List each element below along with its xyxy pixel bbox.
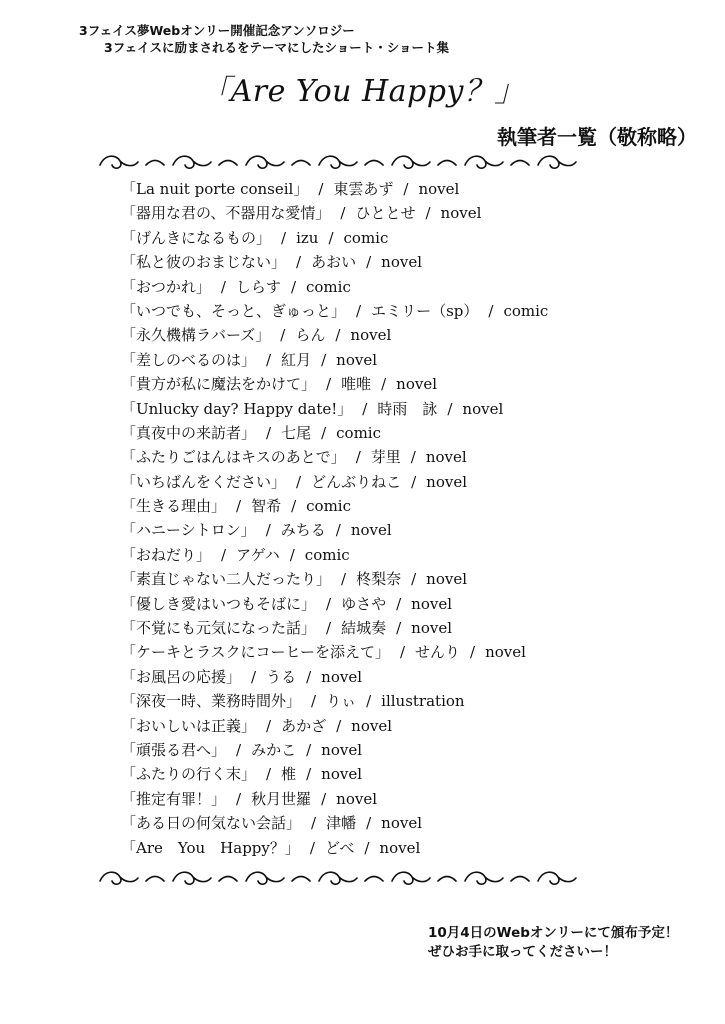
entry-type: novel	[321, 667, 362, 686]
entry-author: izu	[296, 228, 319, 247]
entry-separator: /	[335, 326, 341, 345]
entry-separator: /	[236, 740, 242, 759]
entry-separator: /	[403, 180, 409, 198]
entry-separator: /	[296, 253, 302, 272]
entry-author: 東雲あず	[333, 180, 394, 198]
entry-work-title: 「ハニーシトロン」	[121, 521, 256, 540]
entry-type: comic	[306, 497, 352, 516]
entry-author: エミリー（sp）	[371, 301, 479, 320]
entry-separator: /	[366, 814, 372, 833]
list-item	[121, 201, 548, 225]
entry-separator: /	[321, 350, 327, 369]
entry-work-title: 「いちばんをください」	[121, 472, 287, 491]
entry-separator: /	[266, 716, 272, 735]
entry-work-title: 「推定有罪！」	[121, 789, 227, 808]
entry-separator: /	[326, 594, 332, 613]
entry-author: どんぶりねこ	[311, 472, 402, 491]
entry-separator: /	[326, 619, 332, 638]
entry-type: novel	[381, 814, 422, 833]
contributor-list	[121, 177, 548, 860]
list-item	[121, 177, 548, 201]
entry-author: りぃ	[326, 692, 357, 711]
entry-author: ゆさや	[341, 594, 387, 613]
list-item	[121, 811, 548, 835]
entry-work-title: 「おつかれ」	[121, 277, 211, 296]
entry-separator: /	[362, 399, 368, 418]
entry-type: novel	[411, 594, 452, 613]
entry-separator: /	[290, 277, 296, 296]
list-item	[121, 470, 548, 494]
list-item	[121, 445, 548, 469]
entry-type: novel	[411, 619, 452, 638]
entry-author: どべ	[324, 838, 355, 857]
list-item	[121, 275, 548, 299]
entry-work-title: 「優しき愛はいつもそばに」	[121, 594, 317, 613]
entry-separator: /	[221, 545, 227, 564]
entry-author: 椎	[281, 765, 297, 784]
footer-line-1: 10月4日のWebオンリーにて頒布予定！	[428, 925, 679, 941]
entry-type: novel	[396, 375, 437, 394]
entry-separator: /	[321, 423, 327, 442]
entry-type: novel	[426, 472, 467, 491]
entry-separator: /	[364, 838, 370, 857]
entry-type: novel	[350, 521, 392, 540]
entry-separator: /	[318, 180, 324, 198]
entry-type: comic	[343, 228, 389, 247]
entry-work-title: 「不覚にも元気になった話」	[121, 619, 317, 638]
entry-author: 紅月	[281, 350, 312, 369]
entry-author: らん	[295, 326, 326, 345]
list-item	[121, 518, 548, 542]
entry-separator: /	[236, 789, 242, 808]
entry-work-title: 「永久機構ラバーズ」	[121, 326, 271, 345]
entry-author: 唯唯	[341, 375, 372, 394]
entry-separator: /	[396, 594, 402, 613]
list-item	[121, 665, 548, 689]
entry-type: novel	[321, 740, 362, 759]
entry-separator: /	[470, 643, 476, 662]
entry-type: novel	[440, 204, 482, 223]
entry-author: みかこ	[251, 740, 297, 759]
entry-type: comic	[336, 423, 382, 442]
entry-separator: /	[289, 545, 295, 564]
entry-type: novel	[350, 326, 392, 345]
list-item	[121, 836, 548, 860]
entry-type: novel	[379, 838, 421, 857]
entry-work-title: 「器用な君の、不器用な愛情」	[121, 204, 331, 223]
entry-separator: /	[326, 375, 332, 394]
entry-work-title: 「おねだり」	[121, 545, 212, 564]
entry-separator: /	[296, 472, 302, 491]
entry-separator: /	[236, 497, 242, 516]
entry-author: 芽里	[370, 448, 401, 467]
list-item	[121, 494, 548, 518]
entry-type: novel	[336, 350, 377, 369]
entry-author: 柊梨奈	[356, 570, 402, 589]
entry-separator: /	[447, 399, 453, 418]
entry-author: 時雨 詠	[377, 399, 438, 418]
list-item	[121, 323, 548, 347]
entry-type: novel	[321, 765, 362, 784]
list-item	[121, 738, 548, 762]
entry-type: novel	[351, 716, 392, 735]
entry-separator: /	[355, 448, 361, 467]
entry-type: novel	[426, 570, 467, 589]
header-line-2: 3フェイスに励まされるをテーマにしたショート・ショート集	[104, 40, 449, 55]
entry-work-title: 「貴方が私に魔法をかけて」	[121, 375, 317, 394]
entry-separator: /	[266, 350, 272, 369]
entry-work-title: 「ふたりごはんはキスのあとで」	[121, 448, 346, 467]
footer-line-2: ぜひお手に取ってくださいー！	[428, 944, 617, 960]
entry-author: あかざ	[281, 716, 327, 735]
anthology-title: 「Are You Happy？」	[200, 74, 525, 109]
entry-separator: /	[488, 301, 494, 320]
entry-separator: /	[311, 814, 317, 833]
list-item	[121, 762, 548, 786]
entry-separator: /	[381, 375, 387, 394]
list-item	[121, 421, 548, 445]
entry-author: 結城奏	[341, 619, 387, 638]
list-item	[121, 787, 548, 811]
entry-work-title: 「Are You Happy？」	[121, 838, 300, 857]
entry-type: illustration	[381, 692, 465, 711]
entry-separator: /	[396, 619, 402, 638]
entry-work-title: 「ふたりの行く末」	[121, 765, 257, 784]
list-item	[121, 250, 548, 274]
entry-separator: /	[336, 716, 342, 735]
list-item	[121, 592, 548, 616]
entry-work-title: 「素直じゃない二人だったり」	[121, 570, 332, 589]
entry-separator: /	[280, 326, 286, 345]
entry-author: みちる	[280, 521, 326, 540]
entry-separator: /	[411, 570, 417, 589]
entry-author: 津幡	[326, 814, 357, 833]
list-item	[121, 543, 548, 567]
entry-work-title: 「生きる理由」	[121, 497, 227, 516]
entry-work-title: 「お風呂の応援」	[121, 667, 242, 686]
entry-type: comic	[304, 545, 350, 564]
entry-work-title: 「深夜一時、業務時間外」	[121, 692, 302, 711]
entry-separator: /	[356, 301, 362, 320]
list-item	[121, 616, 548, 640]
entry-author: 七尾	[281, 423, 312, 442]
list-item	[121, 689, 548, 713]
contributors-heading: 執筆者一覧（敬称略）	[497, 125, 697, 149]
entry-work-title: 「いつでも、そっと、ぎゅっと」	[121, 301, 347, 320]
entry-separator: /	[291, 497, 297, 516]
entry-author: アゲハ	[236, 545, 280, 564]
entry-separator: /	[411, 472, 417, 491]
entry-separator: /	[311, 692, 317, 711]
entry-author: うる	[266, 667, 297, 686]
entry-type: novel	[462, 399, 504, 418]
entry-type: comic	[503, 301, 549, 320]
entry-type: novel	[336, 789, 377, 808]
list-item	[121, 567, 548, 591]
entry-work-title: 「ケーキとラスクにコーヒーを添えて」	[121, 643, 390, 662]
entry-work-title: 「頑張る君へ」	[121, 740, 227, 759]
entry-type: novel	[418, 180, 460, 198]
entry-author: せんり	[415, 643, 461, 662]
list-item	[121, 226, 548, 250]
entry-separator: /	[366, 692, 372, 711]
entry-separator: /	[410, 448, 416, 467]
entry-type: novel	[485, 643, 526, 662]
entry-separator: /	[321, 789, 327, 808]
entry-separator: /	[306, 740, 312, 759]
entry-work-title: 「差しのべるのは」	[121, 350, 257, 369]
entry-work-title: 「私と彼のおまじない」	[121, 253, 287, 272]
entry-separator: /	[266, 423, 272, 442]
ornament-divider-top	[90, 150, 635, 176]
entry-work-title: 「La nuit porte conseil」	[121, 180, 309, 198]
entry-type: novel	[425, 448, 467, 467]
list-item	[121, 397, 548, 421]
entry-separator: /	[265, 521, 271, 540]
entry-separator: /	[220, 277, 226, 296]
list-item	[121, 372, 548, 396]
list-item	[121, 299, 548, 323]
header-line-1: 3フェイス夢Webオンリー開催記念アンソロジー	[79, 23, 355, 38]
list-item	[121, 640, 548, 664]
entry-separator: /	[328, 228, 334, 247]
entry-separator: /	[251, 667, 257, 686]
entry-type: comic	[306, 277, 351, 296]
entry-separator: /	[341, 570, 347, 589]
entry-work-title: 「真夜中の来訪者」	[121, 423, 257, 442]
ornament-divider-bottom	[90, 866, 635, 892]
entry-author: ひととせ	[355, 204, 416, 223]
entry-separator: /	[306, 765, 312, 784]
entry-author: あおい	[311, 253, 357, 272]
entry-author: しらす	[235, 277, 281, 296]
entry-type: novel	[381, 253, 422, 272]
entry-separator: /	[366, 253, 372, 272]
entry-separator: /	[399, 643, 406, 662]
list-item	[121, 714, 548, 738]
entry-author: 智希	[251, 497, 282, 516]
entry-author: 秋月世羅	[251, 789, 312, 808]
entry-work-title: 「ある日の何気ない会話」	[121, 814, 302, 833]
entry-work-title: 「げんきになるもの」	[121, 228, 272, 247]
entry-separator: /	[340, 204, 346, 223]
entry-separator: /	[335, 521, 341, 540]
entry-separator: /	[266, 765, 272, 784]
entry-separator: /	[306, 667, 312, 686]
list-item	[121, 348, 548, 372]
entry-separator: /	[309, 838, 315, 857]
entry-work-title: 「Unlucky day? Happy date!」	[121, 399, 353, 418]
entry-separator: /	[425, 204, 431, 223]
entry-work-title: 「おいしいは正義」	[121, 716, 257, 735]
entry-separator: /	[281, 228, 287, 247]
